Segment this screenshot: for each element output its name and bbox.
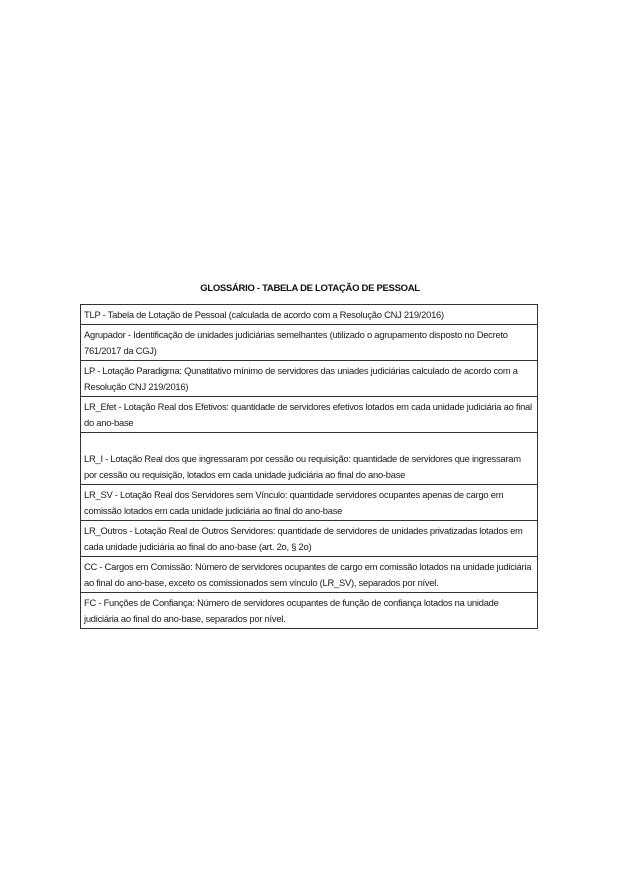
glossary-entry-lr-i: LR_I - Lotação Real dos que ingressaram por cessão ou requisição: quantidade de servidores que ingressaram por cessão ou requisição, lotados em cada unidade judiciária ao final do ano-base	[81, 433, 537, 485]
glossary-entry-lr-outros: LR_Outros - Lotação Real de Outros Servidores: quantidade de servidores de unidades privatizadas lotados em cada unidade judiciária ao final do ano-base (art. 2o, § 2o)	[81, 521, 537, 557]
glossary-entry-lp: LP - Lotação Paradigma: Qunatitativo mínimo de servidores das uniades judiciárias calculado de acordo com a Resolução CNJ 219/2016)	[81, 361, 537, 397]
glossary-entry-cc: CC - Cargos em Comissão: Número de servidores ocupantes de cargo em comissão lotados na unidade judiciária ao final do ano-base, exceto os comissionados sem vínculo (LR_SV), separados por nível.	[81, 557, 537, 593]
glossary-table	[80, 304, 538, 629]
glossary-entry-tlp: TLP - Tabela de Lotação de Pessoal (calculada de acordo com a Resolução CNJ 219/2016)	[81, 305, 537, 325]
page-title: GLOSSÁRIO - TABELA DE LOTAÇÃO DE PESSOAL	[200, 283, 420, 294]
glossary-entry-agrupador: Agrupador - Identificação de unidades judiciárias semelhantes (utilizado o agrupamento disposto no Decreto 761/2017 da CGJ)	[81, 325, 537, 361]
glossary-entry-fc: FC - Funções de Confiança: Número de servidores ocupantes de função de confiança lotados na unidade judiciária ao final do ano-base, separados por nível.	[81, 593, 537, 629]
glossary-entry-lr-efet: LR_Efet - Lotação Real dos Efetivos: quantidade de servidores efetivos lotados em cada unidade judiciária ao final do ano-base	[81, 397, 537, 433]
glossary-entry-lr-sv: LR_SV - Lotação Real dos Servidores sem Vínculo: quantidade servidores ocupantes apenas de cargo em comissão lotados em cada unidade judiciária ao final do ano-base	[81, 485, 537, 521]
